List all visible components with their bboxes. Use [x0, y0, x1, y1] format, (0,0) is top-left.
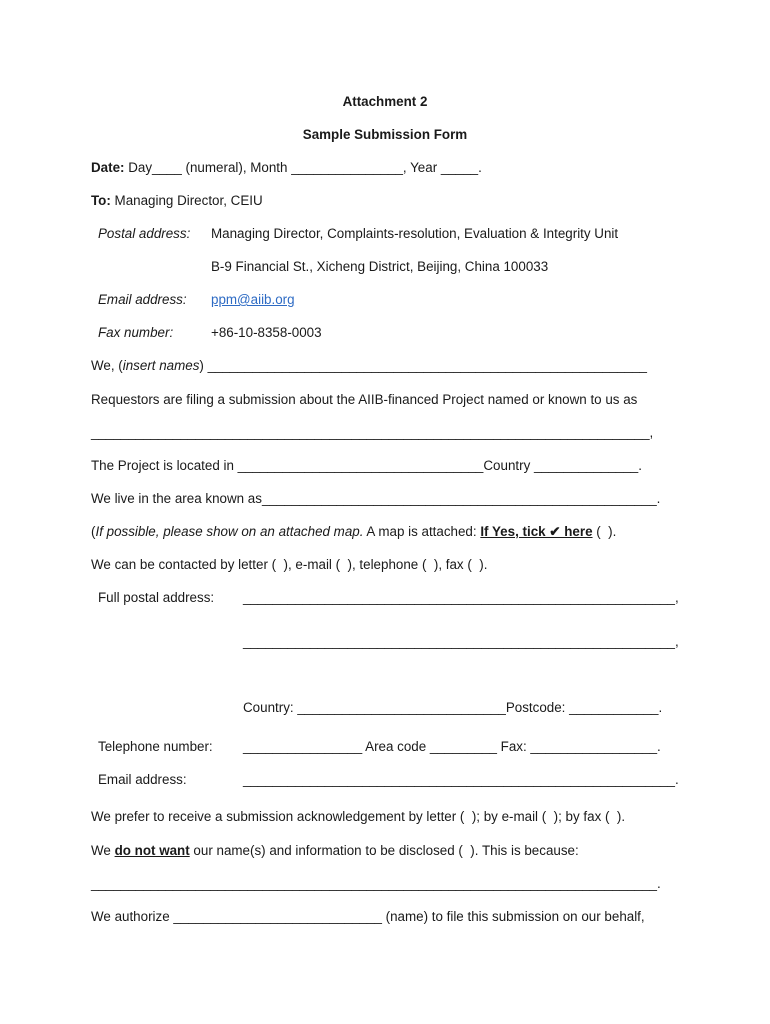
telephone-number-label: Telephone number:: [98, 739, 213, 754]
project-location-line: The Project is located in _________________________________Country ______________.: [91, 458, 642, 473]
fax-number-label: Fax number:: [98, 325, 174, 340]
area-line: We live in the area known as_____________________________________________________.: [91, 491, 661, 506]
date-line: [91, 160, 482, 176]
map-checkbox: ( ).: [592, 524, 617, 539]
tick-here-text: If Yes, tick ✔ here: [480, 524, 593, 539]
postal-address-line-2: B-9 Financial St., Xicheng District, Beijing, China 100033: [211, 259, 549, 274]
to-line: [91, 193, 263, 209]
full-postal-address-line-1: __________________________________________________________,: [243, 590, 679, 605]
date-label: Date:: [91, 160, 125, 175]
country-postcode-line: Country: ____________________________Postcode: ____________.: [243, 700, 663, 715]
requestors-statement: Requestors are filing a submission about the AIIB-financed Project named or known to us as: [91, 392, 638, 407]
postal-address-label: Postal address:: [98, 226, 191, 241]
map-line: [91, 524, 616, 540]
to-label: To:: [91, 193, 111, 208]
full-postal-address-line-2: __________________________________________________________,: [243, 634, 679, 649]
names-line: [91, 358, 647, 374]
do-not-want-text: do not want: [114, 843, 190, 858]
fax-number-value: +86-10-8358-0003: [211, 325, 322, 340]
contact-method-line: We can be contacted by letter ( ), e-mail ( ), telephone ( ), fax ( ).: [91, 557, 488, 572]
postal-address-line-1: Managing Director, Complaints-resolution, Evaluation & Integrity Unit: [211, 226, 619, 241]
to-recipient: Managing Director, CEIU: [110, 193, 263, 208]
authorization-line: We authorize ____________________________ (name) to file this submission on our behalf,: [91, 909, 645, 924]
telephone-fields: ________________ Area code _________ Fax: _________________.: [243, 739, 661, 754]
map-open: (: [91, 524, 96, 539]
email-address-blank: __________________________________________________________.: [243, 772, 679, 787]
names-prefix: We, (: [91, 358, 123, 373]
form-title: Sample Submission Form: [302, 127, 468, 142]
acknowledgement-line: We prefer to receive a submission acknowledgement by letter ( ); by e-mail ( ); by fax ( ).: [91, 809, 626, 824]
map-attached-text: A map is attached:: [363, 524, 481, 539]
date-fields: Day____ (numeral), Month _______________, Year _____.: [124, 160, 482, 175]
names-blank: ) ___________________________________________________________: [199, 358, 647, 373]
disclosure-prefix: We: [91, 843, 115, 858]
names-hint: insert names: [122, 358, 200, 373]
reason-blank: ____________________________________________________________________________.: [91, 876, 661, 891]
project-name-blank: ___________________________________________________________________________,: [91, 425, 654, 440]
map-instruction: If possible, please show on an attached map.: [95, 524, 364, 539]
email-address-label-2: Email address:: [98, 772, 187, 787]
disclosure-line: [91, 843, 579, 859]
disclosure-suffix: our name(s) and information to be disclosed ( ). This is because:: [189, 843, 579, 858]
full-postal-address-label: Full postal address:: [98, 590, 215, 605]
email-address-label: Email address:: [98, 292, 187, 307]
attachment-heading: Attachment 2: [342, 94, 428, 109]
email-link[interactable]: ppm@aiib.org: [211, 292, 295, 307]
